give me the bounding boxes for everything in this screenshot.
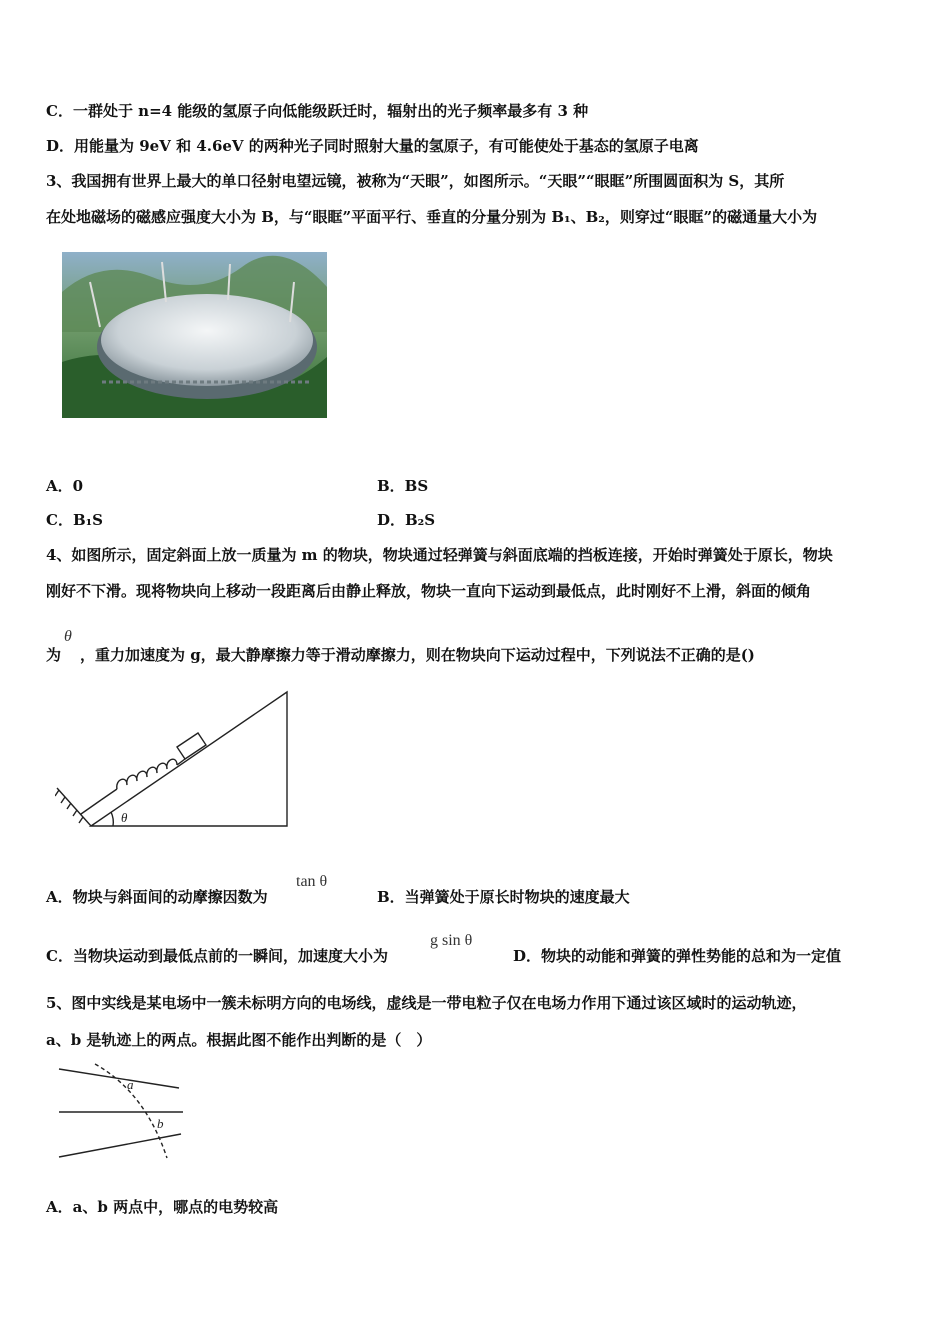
q3-option-a: A．0 — [46, 477, 84, 495]
q4-stem-line3: ，重力加速度为 g，最大静摩擦力等于滑动摩擦力，则在物块向下运动过程中，下列说法不正确的是() — [80, 646, 755, 664]
point-a-label: a — [127, 1077, 134, 1092]
fast-telescope-photo — [62, 252, 327, 418]
q4-stem-line1: 4、如图所示，固定斜面上放一质量为 m 的物块，物块通过轻弹簧与斜面底端的挡板连接，开始时弹簧处于原长，物块 — [46, 546, 833, 564]
q4-option-c-math: g sin θ — [430, 932, 473, 949]
q4-option-a: A．物块与斜面间的动摩擦因数为 — [46, 888, 268, 906]
q4-stem-line2: 刚好不下滑。现将物块向上移动一段距离后由静止释放，物块一直向下运动到最低点，此时刚好不上滑，斜面的倾角 — [46, 582, 812, 600]
incline-angle-label: θ — [121, 810, 128, 825]
q5-stem-line2: a、b 是轨迹上的两点。根据此图不能作出判断的是（ ） — [46, 1031, 432, 1049]
electric-field-diagram — [55, 1062, 190, 1162]
q4-option-b: B．当弹簧处于原长时物块的速度最大 — [377, 888, 630, 906]
q2-option-d: D．用能量为 9eV 和 4.6eV 的两种光子同时照射大量的氢原子，有可能使处于基态的氢原子电离 — [46, 137, 699, 155]
q5-option-a: A．a、b 两点中，哪点的电势较高 — [46, 1198, 279, 1216]
q2-option-c: C．一群处于 n=4 能级的氢原子向低能级跃迁时，辐射出的光子频率最多有 3 种 — [46, 102, 589, 120]
q3-stem-line1: 3、我国拥有世界上最大的单口径射电望远镜，被称为“天眼”，如图所示。“天眼”“眼眶”所围圆面积为 S，其所 — [46, 172, 785, 190]
theta-symbol: θ — [64, 628, 72, 645]
incline-spring-diagram — [55, 688, 295, 830]
q3-option-c: C．B₁S — [46, 511, 104, 529]
q5-stem-line1: 5、图中实线是某电场中一簇未标明方向的电场线，虚线是一带电粒子仅在电场力作用下通过该区域时的运动轨迹， — [46, 994, 807, 1012]
q4-option-c: C．当物块运动到最低点前的一瞬间，加速度大小为 — [46, 947, 388, 965]
point-b-label: b — [157, 1116, 164, 1131]
q4-option-a-math: tan θ — [296, 873, 328, 890]
q3-stem-line2: 在处地磁场的磁感应强度大小为 B，与“眼眶”平面平行、垂直的分量分别为 B₁、B₂，则穿过“眼眶”的磁通量大小为 — [46, 208, 818, 226]
q4-option-d: D．物块的动能和弹簧的弹性势能的总和为一定值 — [513, 947, 842, 965]
q4-stem-line3-prefix: 为 — [46, 646, 62, 664]
q3-option-b: B．BS — [377, 477, 429, 495]
q3-option-d: D．B₂S — [377, 511, 436, 529]
